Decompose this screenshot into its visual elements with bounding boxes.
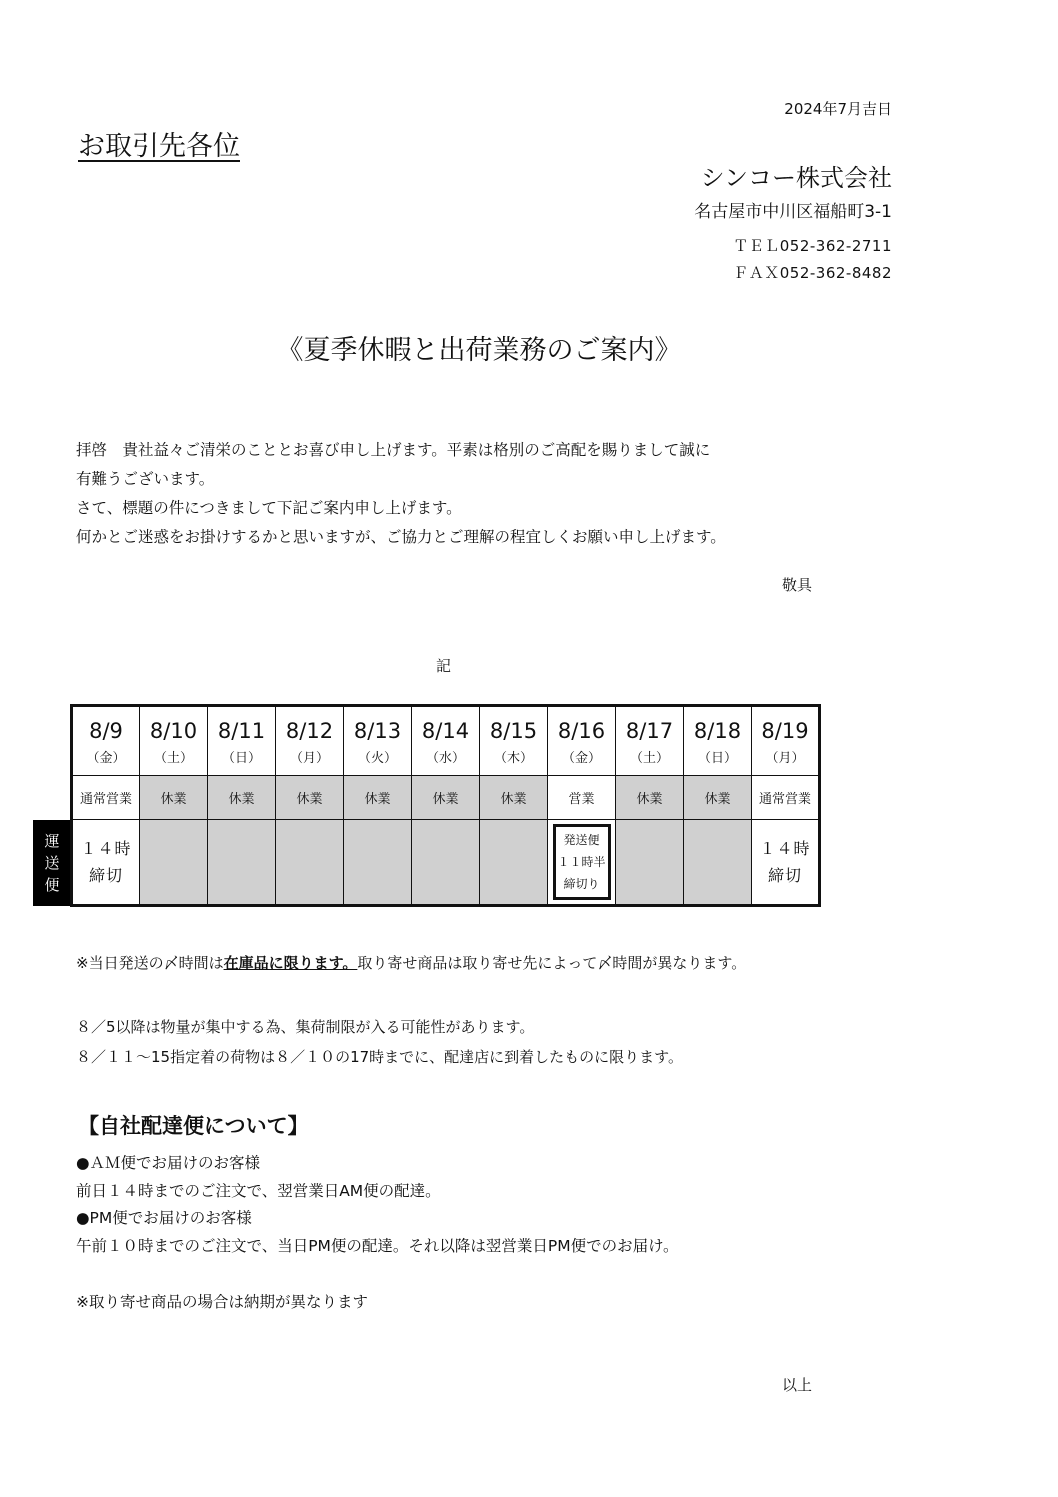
status-cell: 休業 xyxy=(684,776,752,820)
pm-title: ●PM便でお届けのお客様 xyxy=(76,1209,252,1227)
day-weekday: （木） xyxy=(493,751,533,766)
cutoff-cell xyxy=(412,820,480,906)
status-cell: 休業 xyxy=(616,776,684,820)
schedule-status-row xyxy=(72,776,820,820)
cutoff-cell xyxy=(140,820,208,906)
day-weekday: （金） xyxy=(86,751,126,766)
same-day-note xyxy=(76,952,746,973)
cutoff-cell xyxy=(616,820,684,906)
cutoff-line: １４時 xyxy=(759,839,811,858)
status-cell: 営業 xyxy=(548,776,616,820)
cutoff-box-line: 締切り xyxy=(563,877,600,891)
schedule-dates-row xyxy=(72,706,820,776)
same-day-note-suffix: 取り寄せ商品は取り寄せ先によって〆時間が異なります。 xyxy=(357,954,747,972)
date-cell xyxy=(480,706,548,776)
day-date: 8/15 xyxy=(489,719,538,743)
pm-text: 午前１０時までのご注文で、当日PM便の配達。それ以降は翌営業日PM便でのお届け。 xyxy=(76,1236,679,1255)
status-cell: 通常営業 xyxy=(752,776,820,820)
designated-note: ８／１１～15指定着の荷物は８／１０の17時までに、配達店に到着したものに限ります。 xyxy=(76,1048,683,1066)
cutoff-line: 締切 xyxy=(767,866,802,885)
transport-label-char: 送 xyxy=(44,854,60,872)
cutoff-box-line: １１時半 xyxy=(557,855,606,869)
cutoff-line: 締切 xyxy=(88,866,123,885)
day-weekday: （土） xyxy=(629,751,669,766)
day-date: 8/10 xyxy=(149,719,198,743)
cutoff-text xyxy=(752,835,818,889)
status-cell: 休業 xyxy=(276,776,344,820)
date-cell xyxy=(548,706,616,776)
date-cell xyxy=(276,706,344,776)
cutoff-cell xyxy=(72,820,140,906)
date-cell xyxy=(344,706,412,776)
day-weekday: （日） xyxy=(697,751,737,766)
cutoff-box xyxy=(553,824,611,900)
transport-label-char: 運 xyxy=(44,832,60,850)
day-date: 8/17 xyxy=(625,719,674,743)
schedule-table xyxy=(70,704,821,907)
greeting-line: 何かとご迷惑をお掛けするかと思いますが、ご協力とご理解の程宜しくお願い申し上げます。 xyxy=(76,528,726,546)
date-cell xyxy=(208,706,276,776)
cutoff-cell xyxy=(276,820,344,906)
greeting-line: 拝啓 貴社益々ご清栄のこととお喜び申し上げます。平素は格別のご高配を賜りまして誠に xyxy=(76,441,711,459)
day-date: 8/13 xyxy=(353,719,402,743)
date-cell xyxy=(140,706,208,776)
cutoff-cell xyxy=(208,820,276,906)
day-weekday: （月） xyxy=(765,751,805,766)
cutoff-cell xyxy=(480,820,548,906)
day-weekday: （金） xyxy=(561,751,601,766)
closing-ijo: 以上 xyxy=(781,1376,812,1394)
ki-mark: 記 xyxy=(436,657,452,675)
cutoff-text xyxy=(73,835,139,889)
day-weekday: （日） xyxy=(221,751,261,766)
day-date: 8/16 xyxy=(557,719,606,743)
day-weekday: （月） xyxy=(289,751,329,766)
status-cell: 休業 xyxy=(140,776,208,820)
date-cell xyxy=(616,706,684,776)
cutoff-box-line: 発送便 xyxy=(563,833,600,847)
transport-label xyxy=(33,820,71,906)
company-tel: ＴＥＬ052-362-2711 xyxy=(733,237,892,255)
greeting-line: 有難うございます。 xyxy=(76,470,215,488)
date-cell xyxy=(752,706,820,776)
day-weekday: （火） xyxy=(357,751,397,766)
day-weekday: （水） xyxy=(425,751,465,766)
recipient: お取引先各位 xyxy=(78,131,240,162)
closing-keigu: 敬具 xyxy=(781,576,812,594)
cutoff-cell xyxy=(752,820,820,906)
day-date: 8/9 xyxy=(89,719,123,743)
shipping-notes xyxy=(76,1012,683,1072)
company-fax: ＦＡＸ052-362-8482 xyxy=(733,264,892,282)
same-day-note-prefix: ※当日発送の〆時間は xyxy=(76,954,224,972)
same-day-note-emphasis: 在庫品に限ります。 xyxy=(223,954,358,972)
day-date: 8/18 xyxy=(693,719,742,743)
schedule-cutoff-row xyxy=(72,820,820,906)
cutoff-cell xyxy=(548,820,616,906)
issue-date: 2024年7月吉日 xyxy=(784,100,892,118)
cutoff-cell xyxy=(684,820,752,906)
day-date: 8/14 xyxy=(421,719,470,743)
status-cell: 休業 xyxy=(344,776,412,820)
status-cell: 通常営業 xyxy=(72,776,140,820)
am-text: 前日１４時までのご注文で、翌営業日AM便の配達。 xyxy=(76,1181,441,1200)
day-date: 8/19 xyxy=(761,719,809,743)
volume-note: ８／5以降は物量が集中する為、集荷制限が入る可能性があります。 xyxy=(76,1018,535,1036)
delivery-info xyxy=(76,1150,679,1260)
greeting-line: さて、標題の件につきまして下記ご案内申し上げます。 xyxy=(76,499,462,517)
greeting-text xyxy=(76,436,836,552)
status-cell: 休業 xyxy=(208,776,276,820)
day-date: 8/11 xyxy=(217,719,266,743)
status-cell: 休業 xyxy=(480,776,548,820)
day-weekday: （土） xyxy=(153,751,193,766)
cutoff-box-wrap xyxy=(548,820,615,904)
order-note: ※取り寄せ商品の場合は納期が異なります xyxy=(76,1293,368,1311)
delivery-heading: 【自社配達便について】 xyxy=(78,1114,309,1138)
status-cell: 休業 xyxy=(412,776,480,820)
cutoff-line: １４時 xyxy=(80,839,132,858)
company-name: シンコー株式会社 xyxy=(700,164,892,192)
date-cell xyxy=(72,706,140,776)
am-title: ●ＡＭ便でお届けのお客様 xyxy=(76,1154,261,1172)
transport-label-char: 便 xyxy=(44,876,60,894)
cutoff-cell xyxy=(344,820,412,906)
page-title: 《夏季休暇と出荷業務のご案内》 xyxy=(276,335,682,366)
date-cell xyxy=(684,706,752,776)
company-address: 名古屋市中川区福船町3-1 xyxy=(694,202,892,222)
date-cell xyxy=(412,706,480,776)
day-date: 8/12 xyxy=(285,719,334,743)
